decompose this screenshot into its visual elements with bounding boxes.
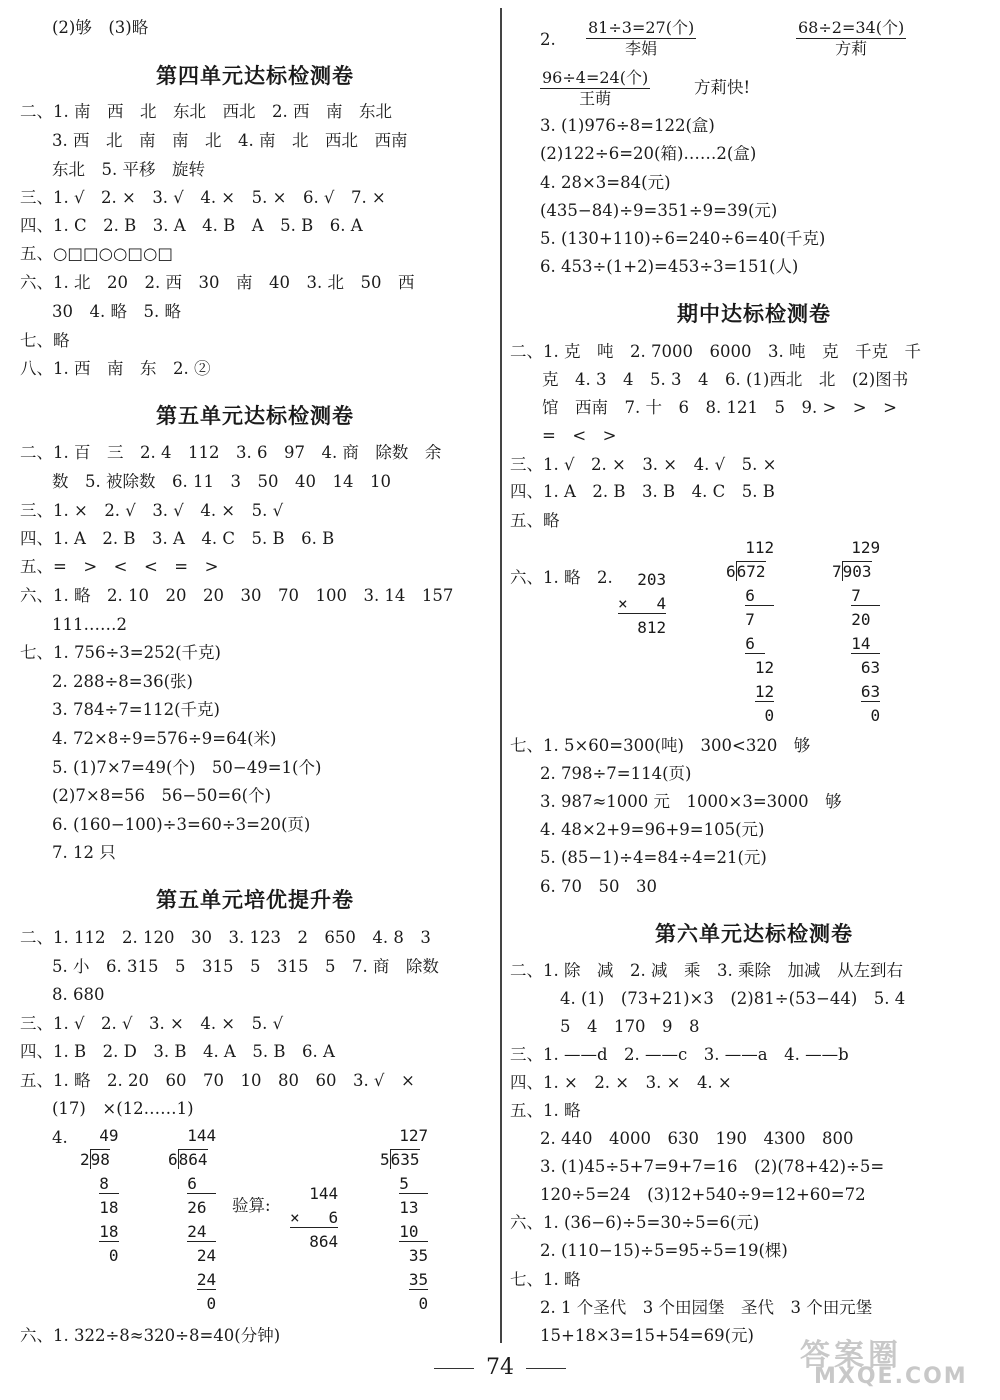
answer-line: 2. (110−15)÷5=95÷5=19(棵) <box>540 1241 788 1260</box>
answer-line: 4. 28×3=84(元) <box>540 173 671 192</box>
answer-line: 4. <box>52 1128 68 1147</box>
answer-line: 八、1. 西 南 东 2. ② <box>20 359 211 378</box>
answer-line: 三、1. √ 2. √ 3. × 4. × 5. √ <box>20 1014 284 1033</box>
answer-line: 二、1. 除 减 2. 减 乘 3. 乘除 加减 从左到右 <box>510 961 903 980</box>
watermark-logo: 答案圈 MXQE.COM <box>800 1338 968 1389</box>
answer-line: 五、= > < < = > <box>20 557 219 576</box>
answer-line: 6. (160−100)÷3=60÷3=20(页) <box>52 815 311 834</box>
page-dash <box>526 1368 566 1369</box>
answer-line: 六、1. (36−6)÷5=30÷5=6(元) <box>510 1213 760 1232</box>
answer-line: 6. 70 50 30 <box>540 877 657 896</box>
answer-line: 4. 48×2+9=96+9=105(元) <box>540 820 765 839</box>
long-division: 144 6864 6 26 24 24 24 0 <box>168 1126 217 1313</box>
section-title: 第五单元达标检测卷 <box>156 404 354 428</box>
answer-line: 三、1. √ 2. × 3. × 4. √ 5. × <box>510 455 777 474</box>
answer-line: 5 4 170 9 8 <box>560 1017 700 1036</box>
check-label: 验算: <box>232 1196 271 1215</box>
answer-line: 六、1. 略 2. 10 20 20 30 70 100 3. 14 157 <box>20 586 454 605</box>
answer-line: (2)122÷6=20(箱)……2(盒) <box>540 144 757 163</box>
fraction-answer: 81÷3=27(个) 李娟 <box>588 18 695 58</box>
multiplication-check: 144 × 6 864 <box>290 1184 339 1251</box>
answer-line: 4. 72×8÷9=576÷9=64(米) <box>52 729 277 748</box>
answer-line: 120÷5=24 (3)12+540÷9=12+60=72 <box>540 1185 866 1204</box>
answer-line: 东北 5. 平移 旋转 <box>52 160 205 179</box>
answer-line: 七、1. 756÷3=252(千克) <box>20 643 221 662</box>
answer-line: 五、1. 略 <box>510 1101 581 1120</box>
page-dash <box>434 1368 474 1369</box>
answer-line: 三、1. ——d 2. ——c 3. ——a 4. ——b <box>510 1045 849 1064</box>
long-division: 129 7903 7 20 14 63 63 0 <box>832 538 881 725</box>
answer-line: 5. (85−1)÷4=84÷4=21(元) <box>540 848 767 867</box>
answer-line: 4. (1) (73+21)×3 (2)81÷(53−44) 5. 4 <box>560 989 906 1008</box>
answer-line: (2)7×8=56 56−50=6(个) <box>52 786 272 805</box>
answer-line: 二、1. 南 西 北 东北 西北 2. 西 南 东北 <box>20 102 392 121</box>
long-division: 127 5635 5 13 10 35 35 0 <box>380 1126 429 1313</box>
answer-line: (435−84)÷9=351÷9=39(元) <box>540 201 778 220</box>
answer-line: 7. 12 只 <box>52 843 116 862</box>
answer-line: (17) ×(12……1) <box>52 1099 194 1118</box>
page-number: 74 <box>0 1355 1000 1380</box>
answer-line: 六、1. 322÷8≈320÷8=40(分钟) <box>20 1326 281 1345</box>
answer-line: (2)够 (3)略 <box>52 18 149 37</box>
answer-line: 30 4. 略 5. 略 <box>52 302 181 321</box>
answer-line: 2. 440 4000 630 190 4300 800 <box>540 1129 854 1148</box>
answer-line: 二、1. 112 2. 120 30 3. 123 2 650 4. 8 3 <box>20 928 431 947</box>
answer-line: 七、1. 5×60=300(吨) 300<320 够 <box>510 736 811 755</box>
answer-line: 5. (130+110)÷6=240÷6=40(千克) <box>540 229 826 248</box>
question-label: 2. <box>540 30 556 49</box>
answer-line: 3. (1)45÷5+7=9+7=16 (2)(78+42)÷5= <box>540 1157 885 1176</box>
answer-line: 五、1. 略 2. 20 60 70 10 80 60 3. √ × <box>20 1071 415 1090</box>
fraction-answer: 96÷4=24(个) 王萌 <box>542 68 649 108</box>
answer-line: 四、1. B 2. D 3. B 4. A 5. B 6. A <box>20 1042 335 1061</box>
answer-line: 三、1. × 2. √ 3. √ 4. × 5. √ <box>20 501 284 520</box>
answer-line: 二、1. 百 三 2. 4 112 3. 6 97 4. 商 除数 余 <box>20 443 442 462</box>
answer-line: 三、1. √ 2. × 3. √ 4. × 5. × 6. √ 7. × <box>20 188 386 207</box>
answer-line: = < > <box>542 426 617 445</box>
section-title: 第四单元达标检测卷 <box>156 64 354 88</box>
answer-line: 五、略 <box>510 511 560 530</box>
answer-line: 3. (1)976÷8=122(盒) <box>540 116 715 135</box>
section-title: 期中达标检测卷 <box>677 302 831 326</box>
answer-line: 四、1. A 2. B 3. B 4. C 5. B <box>510 482 775 501</box>
answer-line: 5. (1)7×7=49(个) 50−49=1(个) <box>52 758 322 777</box>
answer-line: 3. 西 北 南 南 北 4. 南 北 西北 西南 <box>52 131 408 150</box>
answer-line: 8. 680 <box>52 985 105 1004</box>
answer-line: 5. 小 6. 315 5 315 5 315 5 7. 商 除数 <box>52 957 439 976</box>
answer-line: 六、1. 北 20 2. 西 30 南 40 3. 北 50 西 <box>20 273 415 292</box>
answer-line: 七、略 <box>20 331 70 350</box>
section-title: 第六单元达标检测卷 <box>655 922 853 946</box>
answer-line: 方莉快! <box>694 78 751 97</box>
answer-line: 111……2 <box>52 615 127 634</box>
answer-line: 6. 453÷(1+2)=453÷3=151(人) <box>540 257 799 276</box>
answer-line: 3. 784÷7=112(千克) <box>52 700 220 719</box>
answer-line: 3. 987≈1000 元 1000×3=3000 够 <box>540 792 842 811</box>
answer-line: 2. 288÷8=36(张) <box>52 672 193 691</box>
multiplication-work: 203 × 4 812 <box>618 570 667 637</box>
answer-line: 数 5. 被除数 6. 11 3 50 40 14 10 <box>52 472 391 491</box>
answer-line: 六、1. 略 2. <box>510 568 613 587</box>
answer-line: 四、1. × 2. × 3. × 4. × <box>510 1073 732 1092</box>
answer-line: 四、1. A 2. B 3. A 4. C 5. B 6. B <box>20 529 335 548</box>
answer-line: 2. 1 个圣代 3 个田园堡 圣代 3 个田元堡 <box>540 1298 873 1317</box>
column-divider <box>500 8 502 1343</box>
answer-line: 2. 798÷7=114(页) <box>540 764 692 783</box>
answer-line: 克 4. 3 4 5. 3 4 6. (1)西北 北 (2)图书 <box>542 370 909 389</box>
answer-line: 四、1. C 2. B 3. A 4. B A 5. B 6. A <box>20 216 363 235</box>
answer-line: 五、○□□○○□○□ <box>20 244 173 263</box>
long-division: 112 6672 6 7 6 12 12 0 <box>726 538 775 725</box>
answer-line: 15+18×3=15+54=69(元) <box>540 1326 754 1345</box>
answer-line: 二、1. 克 吨 2. 7000 6000 3. 吨 克 千克 千 <box>510 342 921 361</box>
answer-line: 七、1. 略 <box>510 1270 581 1289</box>
answer-line: 馆 西南 7. 十 6 8. 121 5 9. > > > <box>542 398 897 417</box>
fraction-answer: 68÷2=34(个) 方莉 <box>798 18 905 58</box>
section-title: 第五单元培优提升卷 <box>156 888 354 912</box>
long-division: 49 298 8 18 18 0 <box>80 1126 119 1265</box>
